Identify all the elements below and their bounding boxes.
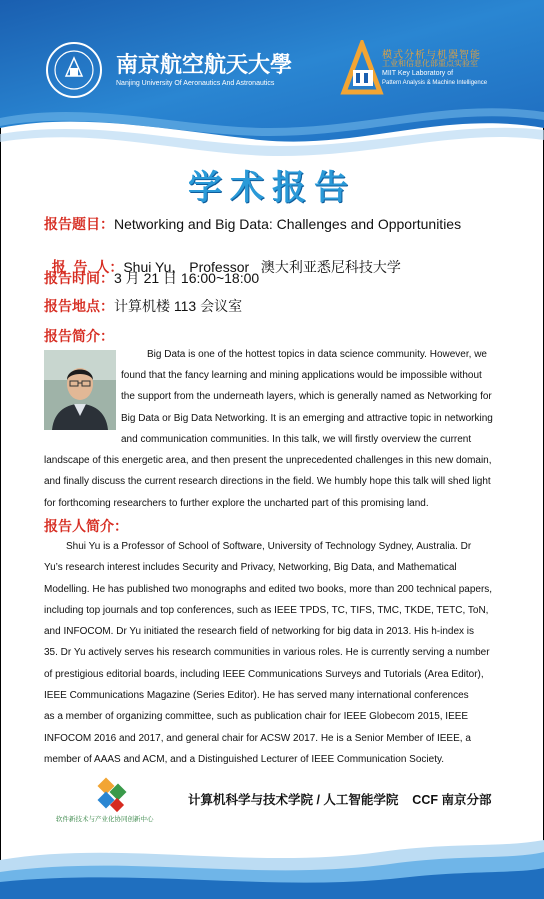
organizers-text: 计算机科学与技术学院 / 人工智能学院 CCF 南京分部: [188, 793, 492, 807]
abstract-line: landscape of this energetic area, and then present the unprecedented challenges in this new domain,: [44, 455, 492, 466]
time-row: [44, 268, 259, 288]
topic-row: [44, 214, 461, 234]
lab-name-en-line1: MIIT Key Laboratory of: [382, 70, 454, 77]
lab-logo-icon: [340, 40, 386, 96]
bio-line: INFOCOM 2016 and 2017, and general chair for ACSW 2017. He is a Senior Member of IEEE, a: [44, 732, 471, 744]
topic-value: Networking and Big Data: Challenges and Opportunities: [114, 216, 462, 232]
lab-name-en-line2: Pattern Analysis & Machine Intelligence: [382, 80, 488, 86]
speaker-label: 报 告 人：: [51, 259, 124, 275]
bio-line: IEEE Communications Magazine (Series Editor). He has served many international conferences: [44, 690, 469, 702]
bio-line: member of AAAS and ACM, and a Distinguished Lecturer of IEEE Communication Society.: [44, 753, 445, 765]
abstract-line: found that the fancy learning and mining applications would be impossible without: [121, 370, 482, 381]
innovation-center-name: 软件新技术与产业化协同创新中心: [56, 816, 154, 823]
abstract-line: the support from the underneath layers, which is generally named as Networking for: [121, 391, 492, 403]
abstract-line: and communication communities. In this talk, we will firstly overview the current: [121, 433, 472, 445]
speaker-portrait: [44, 350, 116, 430]
footer-background: [0, 830, 544, 899]
lab-name-cn-line1: 模式分析与机器智能: [382, 50, 481, 61]
abstract-heading: 报告简介：: [44, 328, 114, 344]
bio-line: Yu’s research interest includes Security and Privacy, Networking, Big Data, and Mathematical: [44, 562, 457, 574]
bio-line: 35. Dr Yu actively serves his research communities in various roles. He is currently serving a number: [44, 647, 490, 659]
topic-label: 报告题目：: [44, 216, 114, 232]
abstract-lines-full: [44, 450, 501, 514]
bio-line: Shui Yu is a Professor of School of Software, University of Technology Sydney, Australia. Dr: [66, 541, 472, 552]
bio-line: of prestigious editorial boards, including IEEE Communications Surveys and Tutorials (Area Editor),: [44, 668, 484, 680]
university-seal-icon: [44, 40, 104, 100]
university-name-en: Nanjing University Of Aeronautics And Astronautics: [116, 80, 275, 87]
lab-branding: [340, 40, 530, 100]
bio-line: including top journals and top conferences, such as IEEE TPDS, TC, TIFS, TMC, TKDE, TETC, ToN,: [44, 604, 489, 616]
speaker-value: Shui Yu， Professor 澳大利亚悉尼科技大学: [123, 259, 401, 275]
abstract-line: Big Data or Big Data Networking. It is an emerging and attractive topic in networking: [121, 412, 493, 424]
bio-line: and INFOCOM. Dr Yu initiated the research field of networking for big data in 2013. His h-index is: [44, 626, 475, 638]
time-value: 3 月 21 日 16:00~18:00: [114, 270, 260, 286]
lab-name-cn-line2: 工业和信息化部重点实验室: [382, 59, 478, 68]
place-value: 计算机楼 113 会议室: [114, 298, 243, 314]
abstract-paragraph-wrapped: [121, 344, 501, 365]
abstract-line: for forthcoming researchers to further explore the uncharted part of this promising land.: [44, 497, 429, 509]
bio-line: as a member of organizing committee, such as publication chair for IEEE Globecom 2015, IEEE: [44, 711, 469, 723]
bio-heading: 报告人简介：: [44, 518, 128, 534]
abstract-lines-beside-photo: [121, 365, 501, 450]
place-row: [44, 296, 242, 316]
abstract-line: Big Data is one of the hottest topics in data science community. However, we: [147, 349, 487, 360]
abstract-line: and finally discuss the current research directions in the field. We humbly hope this talk will shed light: [44, 476, 491, 488]
time-label: 报告时间：: [44, 270, 114, 286]
page-title: 学术报告: [188, 168, 356, 208]
place-label: 报告地点：: [44, 298, 114, 314]
innovation-center-logo-icon: [92, 776, 130, 814]
bio-paragraph: [44, 536, 501, 770]
university-name-cn: 南京航空航天大學: [116, 52, 293, 78]
bio-line: Modelling. He has published two monographs and edited two books, more than 200 technical papers,: [44, 583, 493, 595]
